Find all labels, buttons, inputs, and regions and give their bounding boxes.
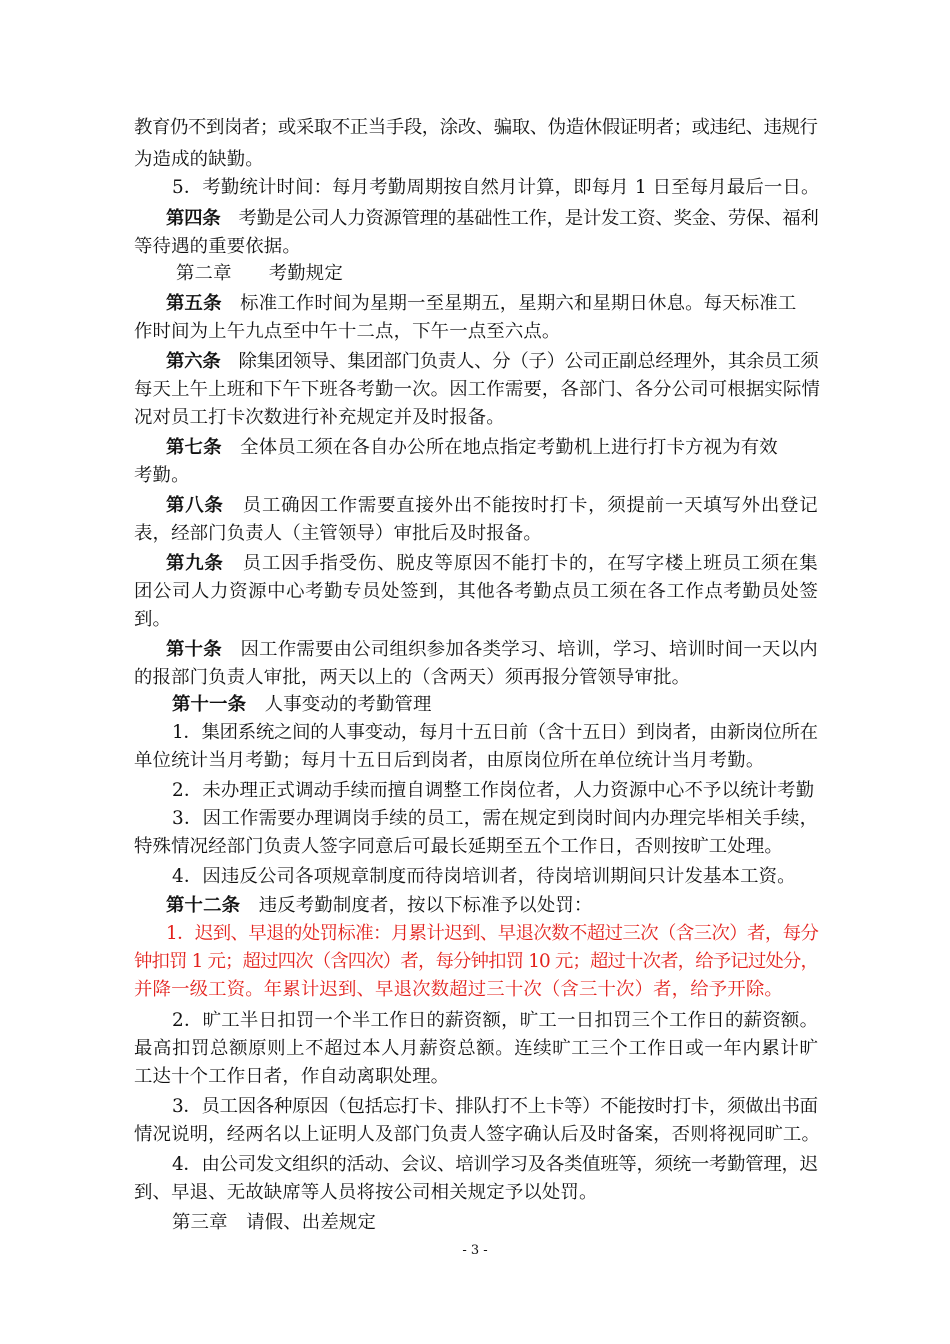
text-line (166, 292, 796, 316)
text-segment: 每天上午上班和下午下班各考勤一次。因工作需要，各部门、各分公司可根据实际情 (134, 379, 821, 400)
text-line (134, 978, 783, 1002)
text-line (172, 693, 432, 717)
text-line (134, 116, 818, 140)
text-line (134, 749, 764, 773)
text-segment: 表，经部门负责人（主管领导）审批后及时报备。 (134, 523, 542, 544)
text-segment: 违反考勤制度者，按以下标准予以处罚： (240, 895, 593, 916)
text-line (172, 807, 818, 831)
text-segment: 并降一级工资。年累计迟到、早退次数超过三十次（含三十次）者，给予开除。 (134, 979, 783, 1000)
text-segment: 4．由公司发文组织的活动、会议、培训学习及各类值班等，须统一考勤管理，迟 (172, 1154, 818, 1175)
article-heading: 第十一条 (172, 694, 247, 715)
text-segment: 作时间为上午九点至中午十二点，下午一点至六点。 (134, 321, 561, 342)
text-line (134, 148, 264, 172)
text-segment: 到。 (134, 609, 172, 630)
text-segment: 钟扣罚 1 元；超过四次（含四次）者，每分钟扣罚 10 元；超过十次者，给予记过处分， (134, 951, 818, 972)
text-segment: 情况说明，经两名以上证明人及部门负责人签字确认后及时备案，否则将视同旷工。 (134, 1124, 821, 1145)
text-segment: 考勤是公司人力资源管理的基础性工作，是计发工资、奖金、劳保、福利 (220, 208, 819, 229)
text-line (134, 378, 820, 402)
text-line (166, 638, 818, 662)
text-line (166, 894, 592, 918)
text-line (134, 1065, 449, 1089)
text-segment: 因工作需要由公司组织参加各类学习、培训，学习、培训时间一天以内 (221, 639, 818, 660)
article-heading: 第九条 (166, 553, 224, 574)
page-number: - 3 - (462, 1243, 488, 1258)
text-segment: 为造成的缺勤。 (134, 149, 264, 170)
text-segment: 2．旷工半日扣罚一个半工作日的薪资额，旷工一日扣罚三个工作日的薪资额。 (172, 1010, 819, 1031)
text-segment: 团公司人力资源中心考勤专员处签到，其他各考勤点员工须在各工作点考勤员处签 (134, 581, 819, 602)
text-segment: 工达十个工作日者，作自动离职处理。 (134, 1066, 450, 1087)
text-line (134, 1037, 818, 1061)
text-line (172, 721, 818, 745)
text-line (134, 666, 690, 690)
article-heading: 第七条 (166, 437, 222, 458)
text-segment: 员工确因工作需要直接外出不能按时打卡，须提前一天填写外出登记 (223, 495, 819, 516)
text-segment: 的报部门负责人审批，两天以上的（含两天）须再报分管领导审批。 (134, 667, 691, 688)
article-heading: 第十条 (166, 639, 222, 660)
text-line (172, 1153, 818, 1177)
article-heading: 第五条 (166, 293, 222, 314)
text-line (176, 262, 343, 286)
text-line (134, 320, 560, 344)
text-line (134, 950, 818, 974)
text-line (134, 235, 301, 259)
text-line (166, 207, 818, 231)
text-line (172, 779, 814, 803)
text-line (134, 580, 818, 604)
text-segment: 3．因工作需要办理调岗手续的员工，需在规定到岗时间内办理完毕相关手续， (172, 808, 819, 829)
text-segment: 等待遇的重要依据。 (134, 236, 301, 257)
text-segment: 除集团领导、集团部门负责人、分（子）公司正副总经理外，其余员工须 (220, 351, 819, 372)
text-segment: 最高扣罚总额原则上不超过本人月薪资总额。连续旷工三个工作日或一年内累计旷 (134, 1038, 819, 1059)
text-line (134, 464, 190, 488)
text-line (172, 1211, 376, 1235)
text-line (134, 835, 783, 859)
text-segment: 人事变动的考勤管理 (246, 694, 432, 715)
text-line (172, 176, 820, 200)
article-heading: 第四条 (166, 208, 221, 229)
text-line (172, 1095, 818, 1119)
article-heading: 第十二条 (166, 895, 241, 916)
text-segment: 5．考勤统计时间：每月考勤周期按自然月计算，即每月 1 日至每月最后一日。 (172, 177, 820, 198)
text-segment: 单位统计当月考勤；每月十五日后到岗者，由原岗位所在单位统计当月考勤。 (134, 750, 765, 771)
text-line (166, 552, 818, 576)
text-segment: 教育仍不到岗者；或采取不正当手段，涂改、骗取、伪造休假证明者；或违纪、违规行 (134, 117, 818, 138)
text-segment: 员工因手指受伤、脱皮等原因不能打卡的，在写字楼上班员工须在集 (223, 553, 819, 574)
text-segment: 全体员工须在各自办公所在地点指定考勤机上进行打卡方视为有效 (221, 437, 778, 458)
text-segment: 况对员工打卡次数进行补充规定并及时报备。 (134, 407, 505, 428)
text-line (134, 406, 505, 430)
article-heading: 第六条 (166, 351, 221, 372)
text-segment: 4．因违反公司各项规章制度而待岗培训者，待岗培训期间只计发基本工资。 (172, 866, 796, 887)
text-segment: 第三章 请假、出差规定 (172, 1212, 376, 1233)
text-segment: 1．迟到、早退的处罚标准：月累计迟到、早退次数不超过三次（含三次）者，每分 (166, 923, 819, 944)
text-line (134, 1181, 598, 1205)
text-line (134, 522, 542, 546)
text-line (134, 1123, 820, 1147)
text-line (166, 494, 818, 518)
text-segment: 标准工作时间为星期一至星期五，星期六和星期日休息。每天标准工 (221, 293, 797, 314)
text-segment: 第二章 考勤规定 (176, 263, 343, 284)
text-line (134, 608, 171, 632)
text-line (172, 865, 796, 889)
text-line (172, 1009, 818, 1033)
text-line (166, 922, 818, 946)
article-heading: 第八条 (166, 495, 224, 516)
text-line (166, 350, 818, 374)
text-segment: 特殊情况经部门负责人签字同意后可最长延期至五个工作日，否则按旷工处理。 (134, 836, 783, 857)
text-segment: 到、早退、无故缺席等人员将按公司相关规定予以处罚。 (134, 1182, 598, 1203)
text-segment: 考勤。 (134, 465, 190, 486)
text-line (166, 436, 778, 460)
text-segment: 1．集团系统之间的人事变动，每月十五日前（含十五日）到岗者，由新岗位所在 (172, 722, 818, 743)
text-segment: 2．未办理正式调动手续而擅自调整工作岗位者，人力资源中心不予以统计考勤 (172, 780, 815, 801)
text-segment: 3．员工因各种原因（包括忘打卡、排队打不上卡等）不能按时打卡，须做出书面 (172, 1096, 818, 1117)
